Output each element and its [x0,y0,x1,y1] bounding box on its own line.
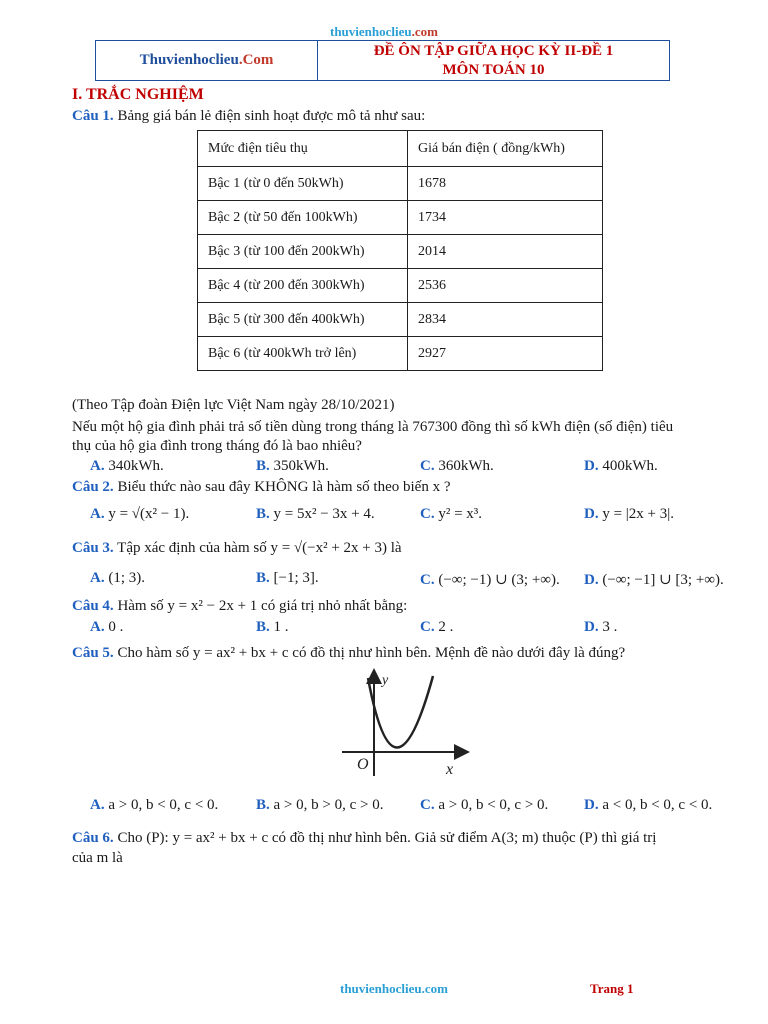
exam-subject: MÔN TOÁN 10 [442,62,545,78]
exam-title: ĐỀ ÔN TẬP GIỮA HỌC KỲ II-ĐỀ 1 [373,43,614,59]
option-label: B. [256,619,270,635]
table-cell: 2927 [408,337,603,371]
table-row [198,303,603,337]
question-5-text: Cho hàm số y = ax² + bx + c có đồ thị như hình bên. Mệnh đề nào dưới đây là đúng? [113,645,626,661]
question-4 [72,598,407,615]
section-heading: I. TRẮC NGHIỆM [72,86,204,103]
table-row [198,337,603,371]
option-text: a > 0, b < 0, c < 0. [108,797,219,813]
question-1-option-c [420,458,494,475]
question-3-option-b [256,570,319,587]
option-text: 1 . [273,619,289,635]
option-text: (−∞; −1] ∪ [3; +∞). [602,572,724,588]
header-site-part1: Thuvienhoclieu [139,52,239,68]
option-label: D. [584,572,599,588]
option-label: C. [420,506,435,522]
origin-label: O [357,756,369,773]
option-text: 2 . [438,619,454,635]
parabola-curve [368,676,433,748]
site-name-part2: .com [411,24,438,39]
option-label: A. [90,797,105,813]
table-cell: Bậc 2 (từ 50 đến 100kWh) [198,201,408,235]
question-5 [72,645,625,662]
option-label: A. [90,506,105,522]
option-label: D. [584,458,599,474]
option-label: D. [584,797,599,813]
option-text: [−1; 3]. [273,570,319,586]
table-header-row [198,131,603,167]
option-label: D. [584,619,599,635]
table-cell: 2536 [408,269,603,303]
question-1 [72,108,425,125]
question-3-text: Tập xác định của hàm số y = √(−x² + 2x + 3) là [113,540,402,556]
option-text: a > 0, b > 0, c > 0. [273,797,384,813]
header-site-cell [96,41,318,80]
question-1-label: Câu 1. [72,108,114,124]
footer-site-name: thuvienhoclieu.com [340,981,448,996]
option-text: y = |2x + 3|. [602,506,675,522]
question-4-label: Câu 4. [72,598,114,614]
option-text: a > 0, b < 0, c > 0. [438,797,549,813]
site-name-top [0,24,768,40]
option-label: B. [256,797,270,813]
question-5-option-b [256,797,383,814]
question-3 [72,540,402,557]
question-2 [72,479,451,496]
question-4-option-a [90,619,123,636]
question-1-source: (Theo Tập đoàn Điện lực Việt Nam ngày 28/10/2021) [72,397,395,413]
option-label: B. [256,458,270,474]
question-1-option-a [90,458,164,475]
table-row [198,235,603,269]
option-text: 400kWh. [602,458,658,474]
price-table [197,130,603,371]
question-2-option-d [584,506,674,523]
question-5-label: Câu 5. [72,645,114,661]
question-2-label: Câu 2. [72,479,114,495]
option-text: y² = x³. [438,506,483,522]
table-row [198,167,603,201]
exam-header [95,40,670,81]
table-cell: 2834 [408,303,603,337]
table-row [198,201,603,235]
option-label: B. [256,570,270,586]
site-name-part1: thuvienhoclieu [330,24,412,39]
question-4-option-d [584,619,617,636]
option-label: B. [256,506,270,522]
option-label: C. [420,619,435,635]
question-2-option-a [90,506,189,523]
table-cell: Bậc 1 (từ 0 đến 50kWh) [198,167,408,201]
option-label: C. [420,797,435,813]
option-text: 0 . [108,619,124,635]
option-text: (1; 3). [108,570,146,586]
question-6-text: Cho (P): y = ax² + bx + c có đồ thị như hình bên. Giả sử điểm A(3; m) thuộc (P) thì giá trị [113,830,657,846]
option-label: A. [90,619,105,635]
question-1-body-line2: thụ của hộ gia đình trong tháng đó là bao nhiêu? [72,438,362,454]
option-label: C. [420,572,435,588]
question-6-label: Câu 6. [72,830,114,846]
page-number: Trang 1 [590,981,634,996]
option-label: A. [90,570,105,586]
question-4-text: Hàm số y = x² − 2x + 1 có giá trị nhỏ nhất bằng: [113,598,408,614]
table-cell: 1734 [408,201,603,235]
option-label: A. [90,458,105,474]
question-1-option-d [584,458,658,475]
option-text: 360kWh. [438,458,494,474]
header-title-cell [318,41,669,80]
x-axis-label: x [446,761,454,778]
question-5-option-a [90,797,218,814]
table-header-cell: Mức điện tiêu thụ [198,131,408,167]
option-text: (−∞; −1) ∪ (3; +∞). [438,572,560,588]
option-text: y = √(x² − 1). [108,506,190,522]
question-3-option-c [420,570,560,589]
question-4-option-b [256,619,289,636]
option-text: 340kWh. [108,458,164,474]
question-3-option-a [90,570,145,587]
question-1-option-b [256,458,329,475]
question-2-option-b [256,506,375,523]
table-cell: Bậc 3 (từ 100 đến 200kWh) [198,235,408,269]
question-4-option-c [420,619,453,636]
table-cell: Bậc 6 (từ 400kWh trở lên) [198,337,408,371]
question-6 [72,830,656,847]
parabola-graph [338,668,470,782]
question-1-text: Bảng giá bán lẻ điện sinh hoạt được mô tả như sau: [113,108,426,124]
table-row [198,269,603,303]
question-3-option-d [584,570,724,589]
option-text: y = 5x² − 3x + 4. [273,506,375,522]
option-text: 3 . [602,619,618,635]
table-cell: Bậc 5 (từ 300 đến 400kWh) [198,303,408,337]
option-label: D. [584,506,599,522]
option-text: 350kWh. [273,458,329,474]
table-cell: 1678 [408,167,603,201]
option-text: a < 0, b < 0, c < 0. [602,797,713,813]
table-header-cell: Giá bán điện ( đồng/kWh) [408,131,603,167]
table-cell: Bậc 4 (từ 200 đến 300kWh) [198,269,408,303]
question-6-text-line2: của m là [72,850,123,866]
question-2-option-c [420,506,482,523]
question-1-body-line1: Nếu một hộ gia đình phải trả số tiền dùng trong tháng là 767300 đồng thì số kWh điện (số điện) tiêu [72,419,674,435]
question-5-option-d [584,797,712,814]
question-3-label: Câu 3. [72,540,114,556]
header-site-part2: .Com [238,52,274,68]
y-axis-label: y [382,673,389,688]
question-5-option-c [420,797,548,814]
table-cell: 2014 [408,235,603,269]
question-2-text: Biểu thức nào sau đây KHÔNG là hàm số theo biến x ? [113,479,451,495]
option-label: C. [420,458,435,474]
